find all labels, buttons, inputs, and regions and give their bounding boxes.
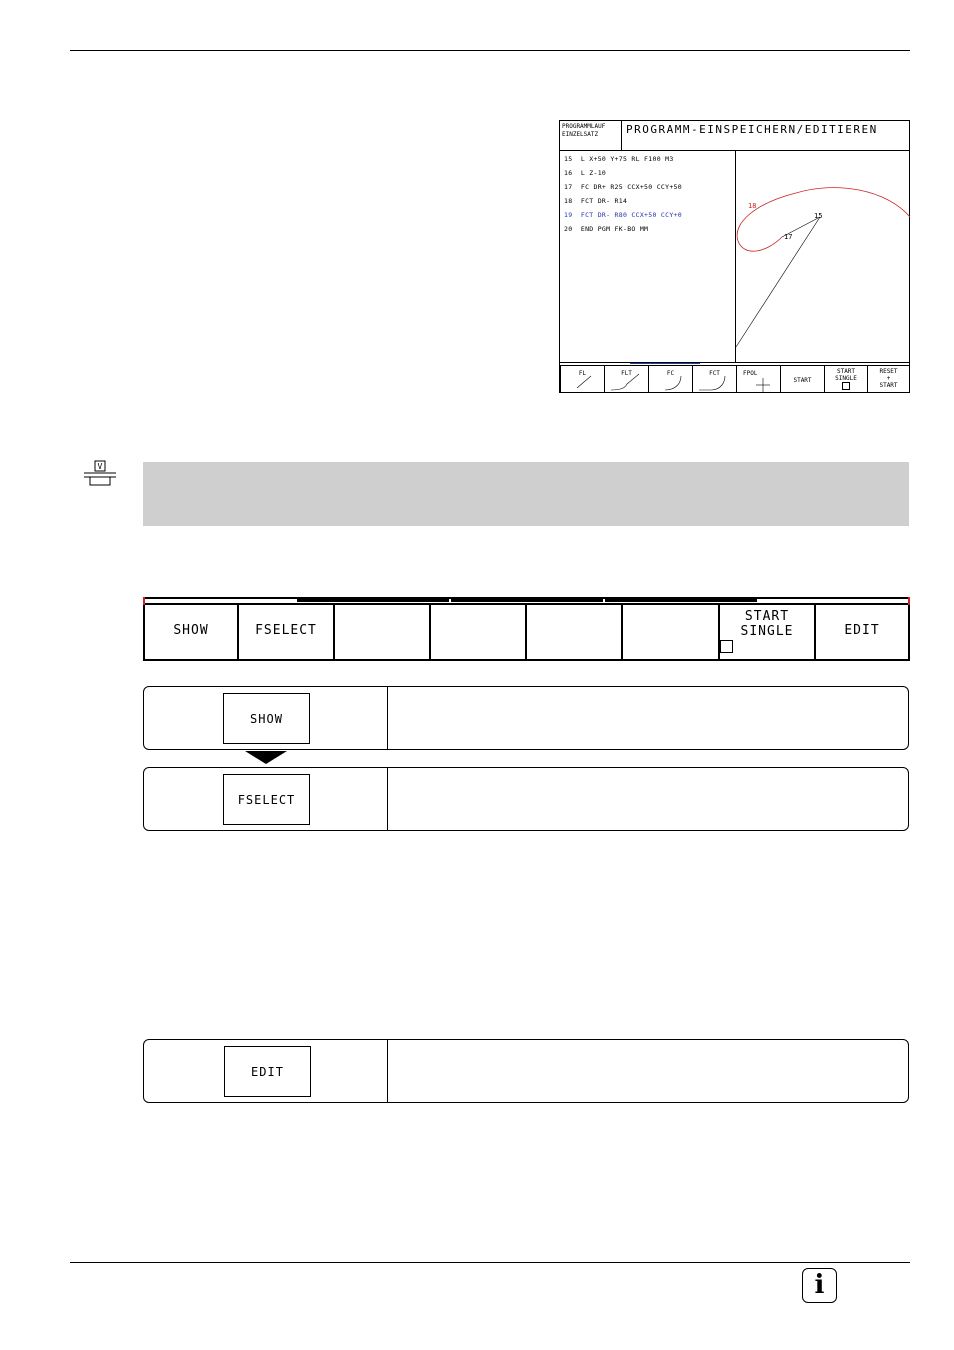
softkey-label: EDIT	[844, 623, 880, 638]
start-single-softkey[interactable]	[824, 365, 867, 393]
softkey-label: FL	[578, 370, 587, 377]
down-arrow-icon	[245, 751, 287, 764]
step-divider	[387, 687, 388, 749]
softkey-label: FSELECT	[255, 623, 317, 638]
fselect-key[interactable]: FSELECT	[223, 774, 310, 825]
info-icon: i	[802, 1268, 837, 1303]
softkey-label: FLT	[621, 370, 632, 377]
contour-line	[736, 217, 820, 347]
softkey-label: SINGLE	[740, 624, 794, 639]
softkey-label: START	[879, 382, 898, 389]
svg-text:V: V	[97, 462, 103, 471]
program-line-active[interactable]: 19 FCT DR- R80 CCX+50 CCY+0	[564, 211, 682, 219]
softkey-bar	[143, 597, 910, 661]
graph-label: 18	[748, 202, 757, 210]
bar-corner	[908, 597, 910, 605]
softkey-label: FCT	[709, 370, 720, 377]
graph-label: 15	[814, 212, 823, 220]
level-indicator	[451, 599, 603, 602]
level-indicator	[297, 599, 449, 602]
checkbox-icon	[720, 640, 733, 653]
fct-softkey[interactable]	[692, 365, 736, 393]
step-divider	[387, 768, 388, 830]
fpol-softkey[interactable]	[736, 365, 780, 393]
fc-icon	[649, 366, 693, 394]
mode-line-2: EINZELSATZ	[562, 131, 599, 138]
step-edit	[143, 1039, 909, 1103]
program-listing	[560, 151, 736, 363]
softkey-label: START	[744, 609, 790, 624]
softkey-label: SHOW	[173, 623, 209, 638]
softkey-label: RESET	[879, 368, 898, 375]
softkey-label: FPOL	[743, 370, 758, 377]
empty-softkey[interactable]	[431, 605, 527, 659]
softkey-label: START	[836, 368, 856, 375]
program-line[interactable]: 16 L Z-10	[564, 169, 607, 177]
program-line[interactable]: 18 FCT DR- R14	[564, 197, 628, 205]
contour-graphic	[736, 151, 910, 363]
checkbox-icon	[842, 382, 850, 390]
start-softkey[interactable]	[780, 365, 824, 393]
flt-softkey[interactable]	[604, 365, 648, 393]
operating-mode	[560, 121, 622, 151]
tnc-screen	[559, 120, 910, 393]
softkey-label: +	[886, 375, 891, 382]
header-rule	[70, 50, 910, 51]
start-single-softkey[interactable]	[720, 605, 816, 659]
program-line[interactable]: 17 FC DR+ R25 CCX+50 CCY+50	[564, 183, 682, 191]
flt-icon	[605, 366, 649, 394]
program-line[interactable]: 20 END PGM FK-BO MM	[564, 225, 649, 233]
show-key[interactable]: SHOW	[223, 693, 310, 744]
note-box	[143, 462, 909, 526]
softkey-divider	[560, 362, 909, 363]
step-fselect	[143, 767, 909, 831]
pole-icon	[737, 366, 781, 394]
reset-start-softkey[interactable]	[867, 365, 909, 393]
program-line[interactable]: 15 L X+50 Y+75 RL F100 M3	[564, 155, 674, 163]
level-indicator	[605, 599, 757, 602]
machine-icon	[82, 460, 118, 488]
empty-softkey[interactable]	[623, 605, 720, 659]
fselect-softkey[interactable]	[239, 605, 335, 659]
softkey-label: START	[793, 377, 812, 384]
fl-icon	[561, 366, 605, 394]
empty-softkey[interactable]	[527, 605, 623, 659]
graph-label: 17	[784, 233, 793, 241]
fc-softkey[interactable]	[648, 365, 692, 393]
edit-key[interactable]: EDIT	[224, 1046, 311, 1097]
softkey-label: SINGLE	[835, 375, 857, 382]
fct-icon	[693, 366, 737, 394]
softkey-label: FC	[666, 370, 675, 377]
screen-title: PROGRAMM-EINSPEICHERN/EDITIEREN	[622, 121, 909, 151]
edit-softkey[interactable]	[816, 605, 908, 659]
footer-rule	[70, 1262, 910, 1263]
step-show	[143, 686, 909, 750]
mode-line-1: PROGRAMMLAUF	[562, 123, 606, 130]
contour-arc	[737, 188, 910, 252]
empty-softkey[interactable]	[335, 605, 431, 659]
fl-softkey[interactable]	[560, 365, 604, 393]
step-divider	[387, 1040, 388, 1102]
show-softkey[interactable]	[145, 605, 239, 659]
